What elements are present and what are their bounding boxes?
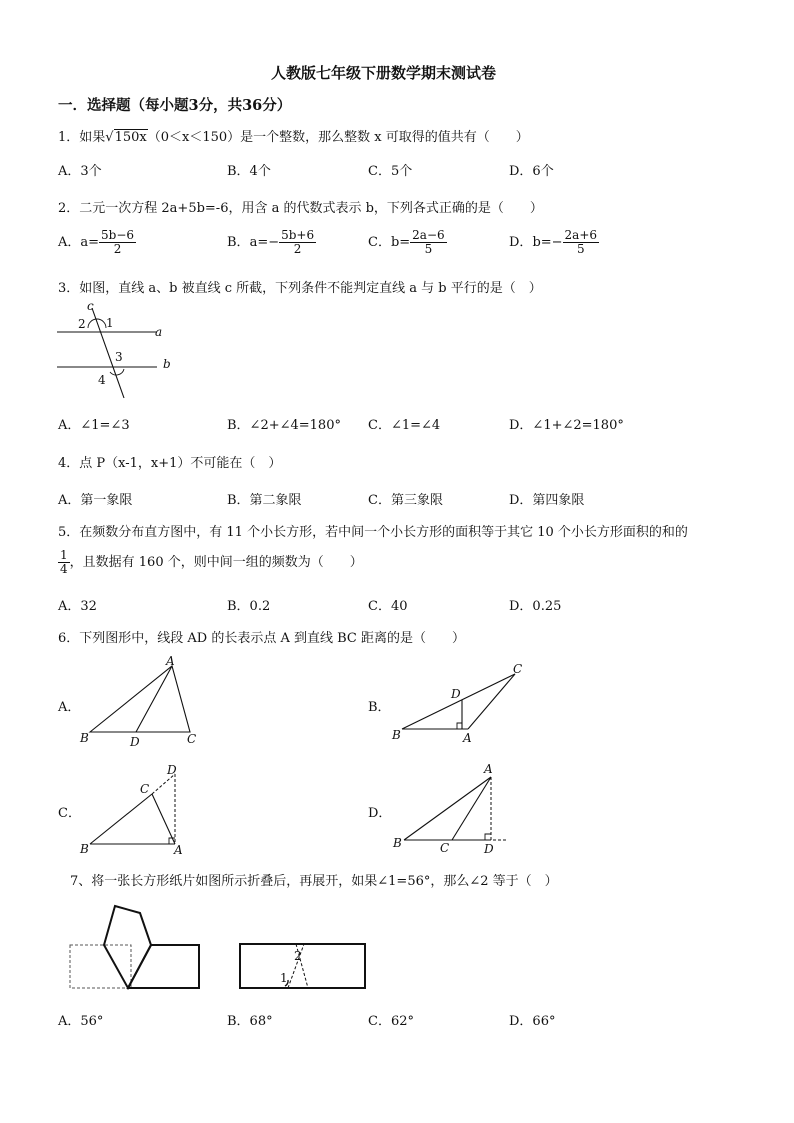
- q3-parallel-lines-figure: [52, 298, 177, 406]
- label-d: D: [167, 763, 177, 777]
- label-d: D: [130, 735, 140, 748]
- q4-option-b: B．第二象限: [227, 493, 302, 508]
- denominator: 5: [424, 242, 433, 256]
- segment-ca: [452, 777, 491, 840]
- label-b: B: [392, 728, 401, 742]
- segment-ba: [404, 777, 491, 840]
- q2-a-label: A．: [58, 235, 81, 250]
- question-3: 3．如图，直线 a、b 被直线 c 所截，下列条件不能判定直线 a 与 b 平行的是（ ）: [58, 281, 542, 296]
- q2-b-label: B．: [227, 235, 250, 250]
- folded-flap: [104, 906, 151, 988]
- label-a: A: [463, 731, 472, 745]
- q2-option-a: [58, 229, 136, 256]
- question-1: [58, 126, 529, 145]
- q6-figure-b: [388, 660, 533, 748]
- label-c: c: [87, 299, 94, 313]
- right-angle-mark: [457, 723, 462, 729]
- label-c: C: [187, 732, 197, 746]
- q2-c-label: C．: [368, 235, 391, 250]
- q2-option-d: [509, 229, 599, 256]
- segment-ad: [136, 666, 172, 732]
- q7-unfolded-paper-figure: [236, 940, 371, 995]
- q6-figure-a: [78, 652, 208, 748]
- q3-option-b: B．∠2+∠4=180°: [227, 418, 341, 433]
- label-b: b: [163, 357, 171, 371]
- q2-d-label: D．: [509, 235, 533, 250]
- q1-option-d: D．6个: [509, 164, 554, 179]
- q2-a-lhs: a=: [80, 235, 100, 250]
- q6-figure-c: [78, 760, 193, 860]
- q2-d-fraction: [563, 229, 599, 256]
- label-a: a: [155, 325, 163, 339]
- angle-label-3: 3: [115, 350, 123, 364]
- section-heading: 一．选择题（每小题3分，共36分）: [58, 97, 292, 114]
- denominator: 2: [113, 242, 122, 256]
- label-c: C: [140, 782, 150, 796]
- question-5-line1: 5．在频数分布直方图中，有 11 个小长方形，若中间一个小长方形的面积等于其它 10 个小长方形面积的和的: [58, 525, 688, 540]
- q1-text-pre: 1．如果: [58, 130, 106, 145]
- numerator: 1: [60, 548, 68, 562]
- q2-b-lhs: a=−: [249, 235, 280, 250]
- angle-label-1: 1: [106, 316, 114, 330]
- q2-b-fraction: [279, 229, 316, 256]
- label-b: B: [80, 842, 89, 856]
- label-a: A: [174, 843, 183, 857]
- right-angle-mark: [485, 834, 491, 840]
- denominator: 5: [576, 242, 585, 256]
- q5-option-d: D．0.25: [509, 599, 562, 614]
- label-d: D: [451, 687, 461, 701]
- sqrt-symbol: √: [105, 130, 114, 145]
- numerator: 2a−6: [412, 228, 445, 242]
- angle-label-1: 1: [280, 971, 288, 985]
- q5-text2: ，且数据有 160 个，则中间一组的频数为（ ）: [69, 555, 363, 570]
- q4-option-c: C．第三象限: [368, 493, 443, 508]
- q7-option-a: A．56°: [58, 1014, 104, 1029]
- q1-radicand: 150x: [114, 130, 147, 145]
- q6-figure-d: [388, 760, 533, 860]
- q5-fraction: [58, 549, 70, 576]
- angle-arc: [110, 369, 124, 375]
- label-a: A: [484, 762, 493, 776]
- q6-option-b: B．: [368, 700, 391, 715]
- q3-option-c: C．∠1=∠4: [368, 418, 441, 433]
- segment-ac: [468, 674, 515, 729]
- question-5-line2: [58, 549, 363, 576]
- page-title: 人教版七年级下册数学期末测试卷: [271, 64, 497, 82]
- q2-option-b: [227, 229, 316, 256]
- segment-ca: [152, 794, 175, 844]
- q2-option-c: [368, 229, 447, 256]
- q7-option-d: D．66°: [509, 1014, 556, 1029]
- question-2: 2．二元一次方程 2a+5b=-6，用含 a 的代数式表示 b，下列各式正确的是（ ）: [58, 201, 543, 216]
- q1-text-post: （0＜x＜150）是一个整数，那么整数 x 可取得的值共有（ ）: [147, 130, 529, 145]
- question-6: 6．下列图形中，线段 AD 的长表示点 A 到直线 BC 距离的是（ ）: [58, 631, 466, 646]
- triangle-abc: [90, 666, 190, 732]
- angle-label-4: 4: [98, 373, 106, 387]
- q6-option-c: C．: [58, 806, 81, 821]
- label-b: B: [393, 836, 402, 850]
- q7-option-c: C．62°: [368, 1014, 414, 1029]
- q2-c-lhs: b=: [390, 235, 411, 250]
- numerator: 5b−6: [101, 228, 135, 242]
- label-c: C: [440, 841, 450, 855]
- q4-option-a: A．第一象限: [58, 493, 133, 508]
- denominator: 4: [60, 562, 68, 576]
- q3-option-a: A．∠1=∠3: [58, 418, 130, 433]
- label-a: A: [166, 654, 175, 668]
- q3-option-d: D．∠1+∠2=180°: [509, 418, 624, 433]
- label-c: C: [513, 662, 523, 676]
- numerator: 2a+6: [564, 228, 598, 242]
- question-4: 4．点 P（x-1，x+1）不可能在（ ）: [58, 456, 282, 471]
- segment-bc: [90, 794, 152, 844]
- q1-option-a: A．3个: [58, 164, 102, 179]
- q5-option-b: B．0.2: [227, 599, 271, 614]
- q1-option-c: C．5个: [368, 164, 413, 179]
- label-b: B: [80, 731, 89, 745]
- unfolded-part-dashed: [70, 945, 131, 988]
- segment-cd-dashed: [152, 774, 175, 794]
- q2-a-fraction: [99, 229, 136, 256]
- label-d: D: [484, 842, 494, 856]
- q1-option-b: B．4个: [227, 164, 271, 179]
- q4-option-d: D．第四象限: [509, 493, 585, 508]
- q7-option-b: B．68°: [227, 1014, 273, 1029]
- angle-label-2: 2: [294, 949, 302, 963]
- q2-c-fraction: [410, 229, 446, 256]
- q2-d-lhs: b=−: [532, 235, 563, 250]
- numerator: 5b+6: [281, 228, 315, 242]
- q7-folded-paper-figure: [66, 898, 206, 993]
- angle-label-2: 2: [78, 317, 86, 331]
- q5-option-a: A．32: [58, 599, 97, 614]
- question-7: 7、将一张长方形纸片如图所示折叠后，再展开，如果∠1=56°，那么∠2 等于（ ）: [70, 874, 558, 889]
- q6-option-d: D．: [368, 806, 392, 821]
- denominator: 2: [293, 242, 302, 256]
- q5-option-c: C．40: [368, 599, 408, 614]
- q6-option-a: A．: [58, 700, 81, 715]
- segment-bc: [402, 674, 515, 729]
